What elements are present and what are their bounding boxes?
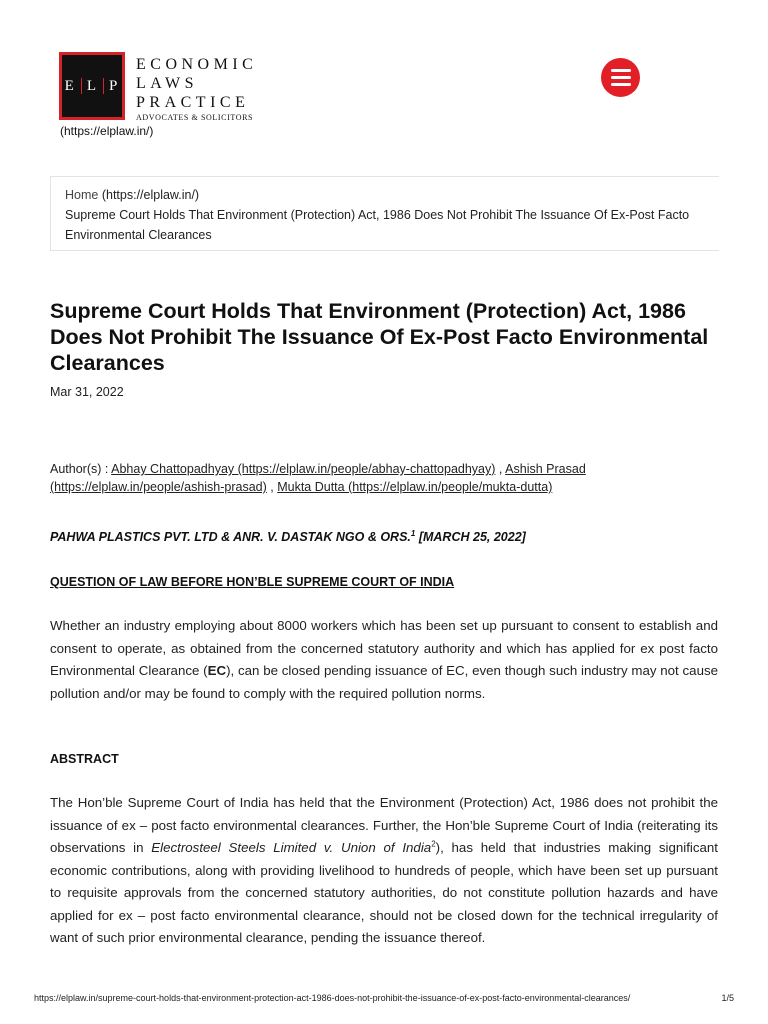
hamburger-line (611, 83, 631, 86)
author-separator: , (266, 480, 278, 494)
abstract-case-name: Electrosteel Steels Limited v. Union of India (151, 840, 432, 855)
logo-letter: P (109, 77, 120, 94)
logo-wordmark[interactable] (136, 55, 257, 122)
breadcrumb-home-row (65, 185, 705, 205)
logo-letter: L (86, 77, 98, 94)
case-title (50, 529, 730, 544)
logo-line-laws: LAWS (136, 75, 199, 92)
ec-abbreviation: EC (207, 663, 227, 678)
logo-letter: E (64, 77, 76, 94)
author-link-abhay[interactable]: Abhay Chattopadhyay (https://elplaw.in/people/abhay-chattopadhyay) (111, 462, 496, 476)
case-date: [MARCH 25, 2022] (415, 530, 526, 545)
logo-tagline: ADVOCATES & SOLICITORS (136, 113, 254, 122)
footnote-ref-1[interactable]: 1 (410, 529, 416, 538)
breadcrumb (50, 176, 719, 251)
authors-label: Author(s) : (50, 462, 112, 476)
print-footer-url: https://elplaw.in/supreme-court-holds-that-environment-protection-act-1986-does-not-prohibit-the-issuance-of-ex-post-facto-environmental-clearances/ (34, 993, 631, 1003)
article-title: Supreme Court Holds That Environment (Protection) Act, 1986 Does Not Prohibit The Issuance Of Ex-Post Facto Environmental Clearances (50, 299, 709, 375)
case-name: PAHWA PLASTICS PVT. LTD & ANR. V. DASTAK NGO & ORS. (50, 530, 411, 545)
author-separator: , (495, 462, 506, 476)
abstract-heading: ABSTRACT (50, 752, 119, 766)
breadcrumb-home-link[interactable]: Home (65, 188, 99, 202)
question-text-2: ), can be closed pending issuance of EC, even though such industry may not cause pollution and/or may be found to comply with the required pollution norms. (50, 663, 719, 701)
abstract-paragraph (50, 792, 718, 950)
menu-button[interactable] (601, 58, 640, 97)
question-heading: QUESTION OF LAW BEFORE HON’BLE SUPREME COURT OF INDIA (50, 575, 455, 589)
abstract-text-2: ), has held that industries making significant economic contributions, along with providing livelihood to hundreds of people, which have been set up pursuant to requisite approvals from the concerned statutory authorities, do not constitute pollution hazards and have applied for ex – post facto environmental clearance, should not be closed down for the technical irregularity of want of such prior environmental clearance, pending the issuance thereof. (50, 840, 719, 945)
author-link-ashish[interactable]: Ashish Prasad (https://elplaw.in/people/ashish-prasad) (50, 462, 586, 494)
logo-line-economic: ECONOMIC (136, 56, 258, 73)
logo-divider (81, 78, 82, 94)
footnote-ref-2[interactable]: 2 (431, 839, 436, 849)
question-paragraph (50, 615, 718, 705)
logo-line-practice: PRACTICE (136, 94, 250, 111)
print-page-number: 1/5 (721, 993, 734, 1003)
elp-logo-mark[interactable] (59, 52, 125, 120)
abstract-text-1: The Hon’ble Supreme Court of India has held that the Environment (Protection) Act, 1986 does not prohibit the issuance of ex – post facto environmental clearances. Further, the Hon’ble Supreme Court of India (reiterating its observations in (50, 795, 718, 855)
breadcrumb-home-url[interactable]: (https://elplaw.in/) (101, 188, 200, 202)
publish-date: Mar 31, 2022 (50, 385, 124, 399)
hamburger-menu-icon (611, 69, 631, 72)
breadcrumb-current: Supreme Court Holds That Environment (Protection) Act, 1986 Does Not Prohibit The Issuance Of Ex-Post Facto Environmental Clearances (65, 208, 690, 242)
author-link-mukta[interactable]: Mukta Dutta (https://elplaw.in/people/mukta-dutta) (277, 480, 553, 494)
authors-line (50, 460, 730, 496)
logo-link-url[interactable]: (https://elplaw.in/) (60, 124, 154, 138)
question-text-1: Whether an industry employing about 8000 workers which has been set up pursuant to consent to establish and consent to operate, as obtained from the concerned statutory authority and which has applied for ex post facto Environmental Clearance ( (50, 618, 718, 678)
hamburger-line (611, 76, 631, 79)
logo-divider (103, 78, 104, 94)
